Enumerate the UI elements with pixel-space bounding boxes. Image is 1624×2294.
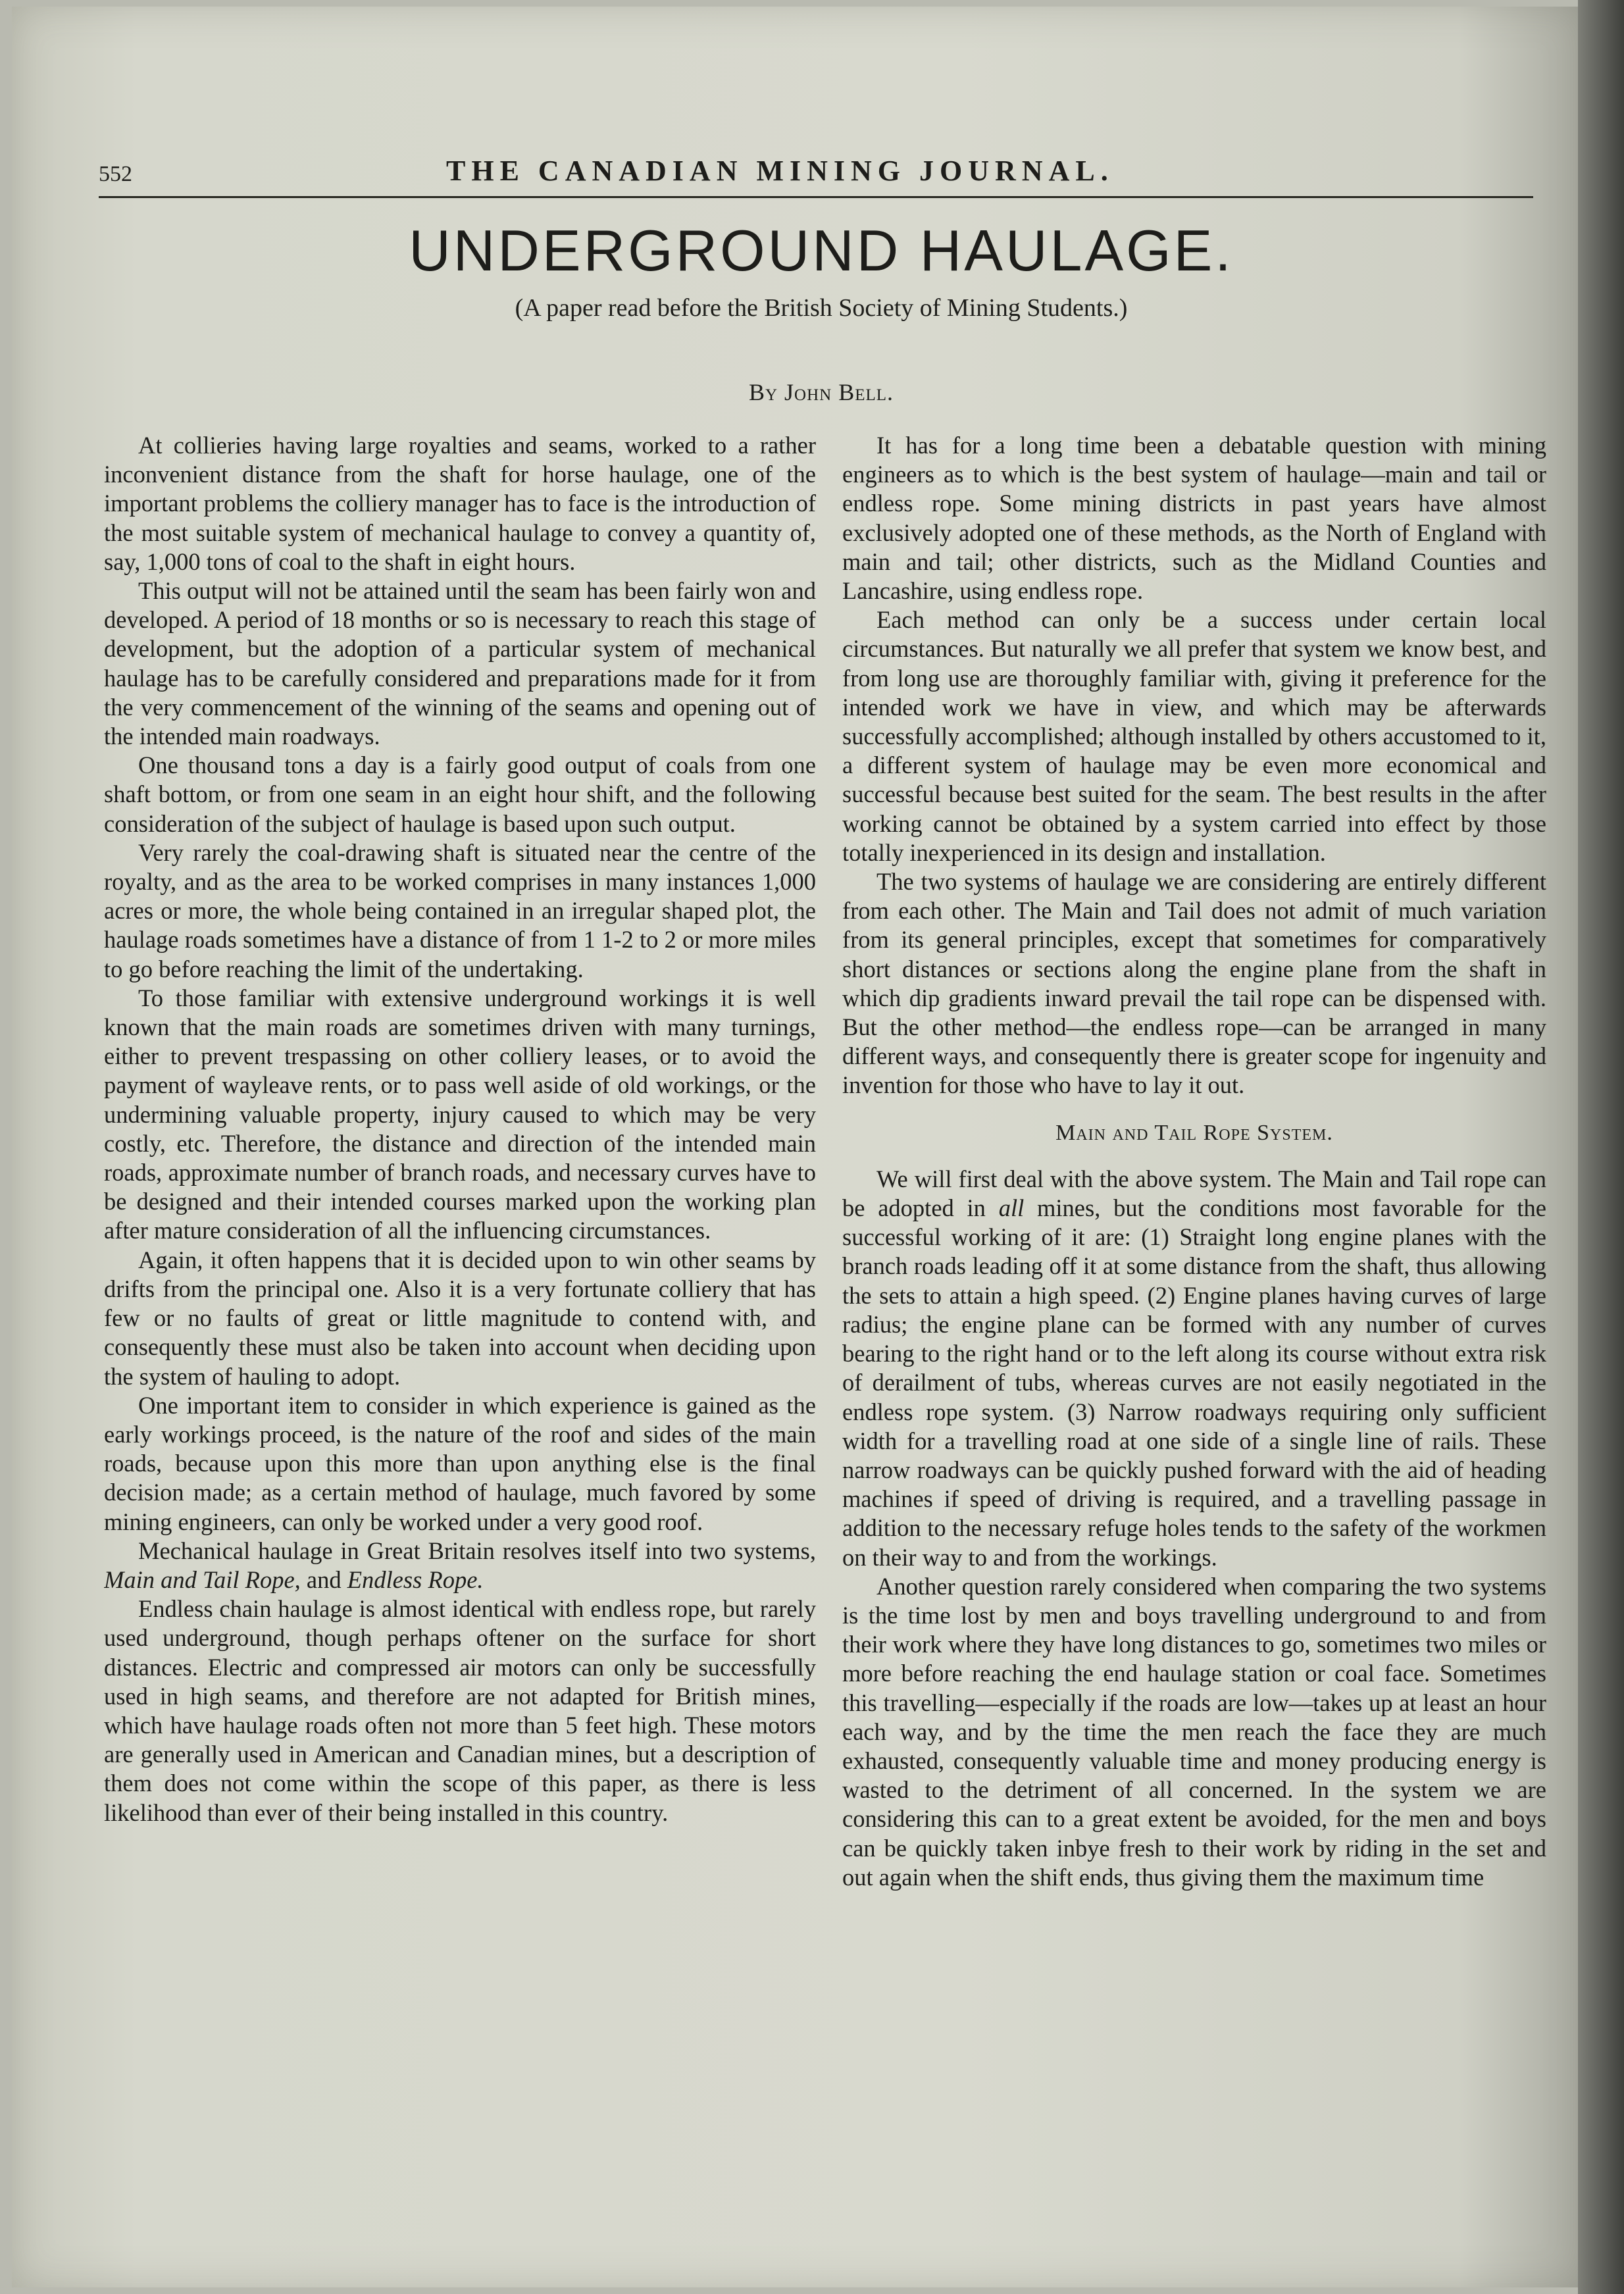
paragraph: Each method can only be a success under certain local circumstances. But naturally we all prefer that system we know best, and from long use are thoroughly familiar with, giving it preference for the intended work we have in view, and which may be afterwards successfully accomplished; although installed by others accustomed to it, a different system of haulage may be even more economical and successful because best suited for the seam. The best results in the after working cannot be obtained by a system carried into effect by those totally inexperienced in its design and installation. [842, 606, 1546, 866]
paragraph: The two systems of haulage we are considering are entirely different from each other. The Main and Tail does not admit of much variation from its general principles, except that sometimes for comparatively short distances or sections along the engine plane from the shaft in which dip gradients inward prevail the tail rope can be dispensed with. But the other method—the endless rope—can be arranged in many different ways, and consequently there is greater scope for ingenuity and invention for those who have to lay it out. [842, 868, 1546, 1099]
paragraph: Again, it often happens that it is decided upon to win other seams by drifts from the principal one. Also it is a very fortunate colliery that has few or no faults of great or little magnitude to contend with, and consequently these must also be taken into account when deciding upon the system of hauling to adopt. [104, 1246, 816, 1390]
paragraph: At collieries having large royalties and seams, worked to a rather inconvenient distance from the shaft for horse haulage, one of the important problems the colliery manager has to face is the introduction of the most suitable system of mechanical haulage to convey a quantity of, say, 1,000 tons of coal to the shaft in eight hours. [104, 432, 816, 575]
author-byline: By John Bell. [748, 379, 894, 405]
paragraph: One thousand tons a day is a fairly good output of coals from one shaft bottom, or from one seam in an eight hour shift, and the following consideration of the subject of haulage is based upon such output. [104, 752, 816, 837]
page-number: 552 [99, 162, 132, 186]
paragraph-text: and [300, 1566, 347, 1593]
left-column [104, 431, 816, 2188]
paragraph [842, 1165, 1546, 1572]
emphasis-main-and-tail: Main and Tail Rope, [104, 1566, 301, 1593]
emphasis-endless-rope: Endless Rope. [347, 1566, 484, 1593]
header-rule [99, 196, 1533, 198]
paragraph [104, 1537, 816, 1594]
paragraph: Endless chain haulage is almost identical with endless rope, but rarely used underground, though perhaps oftener on the surface for short distances. Electric and compressed air motors can only be successfully used in high seams, and therefore are not adapted for British mines, which have haulage roads often not more than 5 feet high. These motors are generally used in American and Canadian mines, but a description of them does not come within the scope of this paper, as there is less likelihood than ever of their being installed in this country. [104, 1595, 816, 1826]
paragraph: It has for a long time been a debatable question with mining engineers as to which is the best system of haulage—main and tail or endless rope. Some mining districts in past years have almost exclusively adopted one of these methods, as the North of England with main and tail; other districts, such as the Midland Counties and Lancashire, using endless rope. [842, 432, 1546, 605]
right-column [842, 431, 1546, 2188]
paragraph-text: mines, but the conditions most favorable for the successful working of it are: (1) Straight long engine planes with the branch roads leading off it at some distance from the shaft, thus allowing the sets to attain a high speed. (2) Engine planes having curves of large radius; the engine plane can be formed with any number of curves bearing to the right hand or to the left along its course without extra risk of derailment of tubs, whereas curves are not easily negotiated in the endless rope system. (3) Narrow roadways requiring only sufficient width for a travelling road at one side of a single line of rails. These narrow roadways can be quickly pushed forward with the aid of heading machines if speed of driving is required, and a travelling passage in addition to the necessary refuge holes tends to the safety of the workmen on their way to and from the workings. [842, 1194, 1546, 1571]
paragraph-text: Mechanical haulage in Great Britain resolves itself into two systems, [138, 1537, 816, 1564]
article-subtitle: (A paper read before the British Society of Mining Students.) [515, 294, 1128, 322]
section-heading: Main and Tail Rope System. [1055, 1120, 1333, 1145]
paragraph: This output will not be attained until the seam has been fairly won and developed. A period of 18 months or so is necessary to reach this stage of development, but the adoption of a particular system of mechanical haulage has to be carefully considered and preparations made for it from the very commencement of the winning of the seams and opening out of the intended main roadways. [104, 577, 816, 750]
paragraph-text: We will first deal with the above system. The Main and Tail rope can be adopted in [842, 1165, 1546, 1222]
book-spine [1578, 0, 1624, 2294]
emphasis-all: all [998, 1194, 1025, 1222]
paragraph: Another question rarely considered when comparing the two systems is the time lost by men and boys travelling underground to and from their work where they have long distances to go, sometimes two miles or more before reaching the end haulage station or coal face. Sometimes this travelling—especially if the roads are low—takes up at least an hour each way, and by the time the men reach the face they are much exhausted, consequently valuable time and money producing energy is wasted to the detriment of all concerned. In the system we are considering this can to a great extent be avoided, for the men and boys can be quickly taken inbye fresh to their work by riding in the set and out again when the shift ends, thus giving them the maximum time [842, 1572, 1546, 1891]
paragraph: To those familiar with extensive underground workings it is well known that the main roads are sometimes driven with many turnings, either to prevent trespassing on other colliery leases, or to avoid the payment of wayleave rents, or to pass well aside of old workings, or the undermining valuable property, injury caused to which may be very costly, etc. Therefore, the distance and direction of the intended main roads, approximate number of branch roads, and necessary curves have to be designed and their intended courses marked upon the working plan after mature consideration of all the influencing circumstances. [104, 984, 816, 1244]
journal-title: THE CANADIAN MINING JOURNAL. [446, 155, 1114, 187]
article-title: UNDERGROUND HAULAGE. [409, 218, 1234, 283]
paragraph: Very rarely the coal-drawing shaft is situated near the centre of the royalty, and as the area to be worked comprises in many instances 1,000 acres or more, the whole being contained in an irregular shaped plot, the haulage roads sometimes have a distance of from 1 1-2 to 2 or more miles to go before reaching the limit of the undertaking. [104, 838, 816, 982]
journal-page [12, 7, 1585, 2287]
paragraph: One important item to consider in which experience is gained as the early workings proceed, is the nature of the roof and sides of the main roads, because upon this more than upon anything else is the final decision made; as a certain method of haulage, much favored by some mining engineers, can only be worked under a very good roof. [104, 1391, 816, 1535]
